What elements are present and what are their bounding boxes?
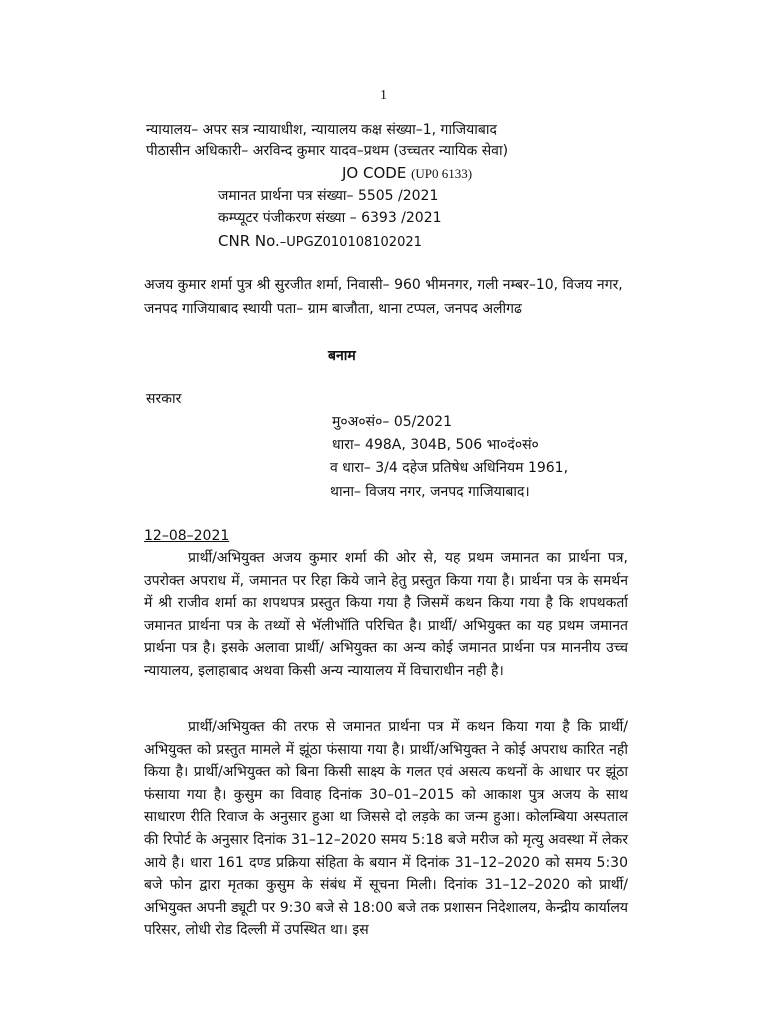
court-name: न्यायालय– अपर सत्र न्यायाधीश, न्यायालय कक्ष संख्या–1, गाजियाबाद xyxy=(146,122,497,138)
page-number: 1 xyxy=(380,88,387,103)
jo-code-value: (UP0 6133) xyxy=(411,166,473,181)
applicant-details: अजय कुमार शर्मा पुत्र श्री सुरजीत शर्मा, निवासी– 960 भीमनगर, गली नम्बर–10, विजय नगर, जनपद गाजियाबाद स्थायी पता– ग्राम बाजौता, थाना टप्पल, जनपद अलीगढ xyxy=(144,277,623,317)
cnr-value: –UPGZ010108102021 xyxy=(279,235,422,250)
police-station: थाना– विजय नगर, जनपद गाजियाबाद। xyxy=(330,484,530,500)
order-date: 12–08–2021 xyxy=(144,528,230,544)
paragraph-1 xyxy=(144,547,628,683)
case-sections: धारा– 498A, 304B, 506 भा०दं०सं० xyxy=(332,437,539,453)
paragraph-2 xyxy=(144,716,628,942)
bail-application-number: जमानत प्रार्थना पत्र संख्या– 5505 /2021 xyxy=(218,188,439,204)
computer-registration-number: कम्प्यूटर पंजीकरण संख्या – 6393 /2021 xyxy=(218,210,442,226)
paragraph-2-text: प्रार्थी/अभियुक्त की तरफ से जमानत प्रार्थना पत्र में कथन किया गया है कि प्रार्थी/ अभियुक्त को प्रस्तुत मामले में झूंठा फंसाया गया है। प्रार्थी/अभियुक्त ने कोई अपराध कारित नही किया है। प्रार्थी/अभियुक्त को बिना किसी साक्ष्य के गलत एवं असत्य कथनों के आधार पर झूंठा फंसाया गया है। कुसुम का विवाह दिनांक 30–01–2015 को आकाश पुत्र अजय के साथ साधारण रीति रिवाज के अनुसार हुआ था जिससे दो लड़के का जन्म हुआ। कोलम्बिया अस्पताल की रिपोर्ट के अनुसार दिनांक 31–12–2020 समय 5:18 बजे मरीज को मृत्यु अवस्था में लेकर आये है। धारा 161 दण्ड प्रक्रिया संहिता के बयान में दिनांक 31–12–2020 को समय 5:30 बजे फोन द्वारा मृतका कुसुम के संबंध में सूचना मिली। दिनांक 31–12–2020 को प्रार्थी/अभियुक्त अपनी ड्यूटी पर 9:30 बजे से 18:00 बजे तक प्रशासन निदेशालय, केन्द्रीय कार्यालय परिसर, लोधी रोड दिल्ली में उपस्थित था। इस xyxy=(144,719,628,939)
cnr-number xyxy=(218,231,422,253)
jo-code xyxy=(342,163,472,184)
case-act: व धारा– 3/4 दहेज प्रतिषेध अधिनियम 1961, xyxy=(330,460,569,476)
respondent: सरकार xyxy=(146,391,182,407)
jo-code-label: JO CODE xyxy=(342,164,407,182)
presiding-officer: पीठासीन अधिकारी– अरविन्द कुमार यादव–प्रथम (उच्चतर न्यायिक सेवा) xyxy=(146,143,509,159)
case-number: मु०अ०सं०– 05/2021 xyxy=(332,414,452,430)
paragraph-1-text: प्रार्थी/अभियुक्त अजय कुमार शर्मा की ओर से, यह प्रथम जमानत का प्रार्थना पत्र, उपरोक्त अपराध में, जमानत पर रिहा किये जाने हेतु प्रस्तुत किया गया है। प्रार्थना पत्र के समर्थन में श्री राजीव शर्मा का शपथपत्र प्रस्तुत किया गया है जिसमें कथन किया गया है कि शपथकर्ता जमानत प्रार्थना पत्र के तथ्यों से भॅलीभॉति परिचित है। प्रार्थी/ अभियुक्त का यह प्रथम जमानत प्रार्थना पत्र है। इसके अलावा प्रार्थी/ अभियुक्त का अन्य कोई जमानत प्रार्थना पत्र माननीय उच्च न्यायालय, इलाहाबाद अथवा किसी अन्य न्यायालय में विचाराधीन नही है। xyxy=(144,550,628,679)
versus-heading: बनाम xyxy=(328,348,356,364)
cnr-label: CNR No. xyxy=(218,232,280,250)
